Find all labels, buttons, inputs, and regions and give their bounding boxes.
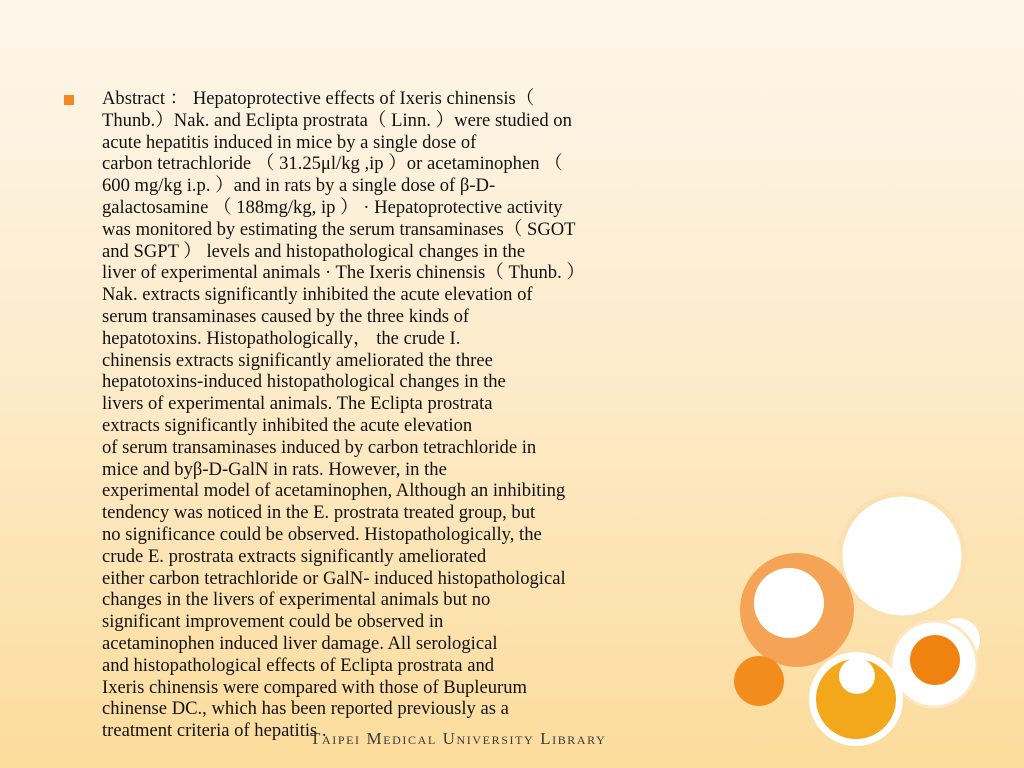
abstract-line: chinensis extracts significantly ameliorated the three bbox=[102, 349, 493, 371]
deep-orange-dot bbox=[910, 635, 960, 685]
abstract-line: no significance could be observed. Histopathologically, the bbox=[102, 523, 542, 545]
small-orange-dot bbox=[734, 656, 784, 706]
abstract-line: Ixeris chinensis were compared with those of Bupleurum bbox=[102, 676, 527, 698]
abstract-line: and histopathological effects of Eclipta prostrata and bbox=[102, 654, 495, 676]
abstract-line: 600 mg/kg i.p. ）and in rats by a single dose of β-D- bbox=[102, 175, 496, 197]
abstract-line: and SGPT ） levels and histopathological changes in the bbox=[102, 240, 526, 262]
footer-library-label: Taipei Medical University Library bbox=[310, 729, 607, 748]
abstract-line: was monitored by estimating the serum transaminases（ SGOT bbox=[102, 218, 576, 240]
abstract-line: acute hepatitis induced in mice by a single dose of bbox=[102, 131, 477, 153]
abstract-line: Thunb.）Nak. and Eclipta prostrata（ Linn. ）were studied on bbox=[102, 109, 572, 131]
abstract-line: treatment criteria of hepatitis . bbox=[102, 720, 327, 742]
bullet-marker bbox=[64, 95, 74, 105]
abstract-line: carbon tetrachloride （ 31.25μl/kg ,ip ）or acetaminophen （ bbox=[102, 153, 563, 175]
abstract-line: changes in the livers of experimental animals but no bbox=[102, 589, 491, 611]
abstract-line: Nak. extracts significantly inhibited the acute elevation of bbox=[102, 284, 533, 306]
large-orange-ring-center bbox=[754, 568, 824, 638]
abstract-line: experimental model of acetaminophen, Although an inhibiting bbox=[102, 480, 566, 502]
abstract-line: hepatotoxins-induced histopathological changes in the bbox=[102, 371, 506, 393]
abstract-line: acetaminophen induced liver damage. All serological bbox=[102, 632, 498, 654]
abstract-line: mice and byβ-D-GalN in rats. However, in the bbox=[102, 458, 447, 480]
abstract-line: chinense DC., which has been reported previously as a bbox=[102, 698, 509, 720]
abstract-line: either carbon tetrachloride or GalN- induced histopathological bbox=[102, 567, 566, 589]
abstract-line: galactosamine （ 188mg/kg, ip ） · Hepatoprotective activity bbox=[102, 196, 563, 218]
abstract-line: crude E. prostrata extracts significantly ameliorated bbox=[102, 545, 487, 567]
abstract-text bbox=[102, 88, 702, 742]
abstract-line: significant improvement could be observed in bbox=[102, 611, 444, 633]
large-white-ring bbox=[840, 494, 964, 618]
abstract-line: hepatotoxins. Histopathologically， the crude I. bbox=[102, 327, 461, 349]
abstract-line: extracts significantly inhibited the acute elevation bbox=[102, 414, 473, 436]
abstract-line: serum transaminases caused by the three kinds of bbox=[102, 305, 470, 327]
abstract-line: Abstract ： Hepatoprotective effects of Ixeris chinensis（ bbox=[102, 88, 535, 109]
gold-ring-center bbox=[839, 658, 875, 694]
abstract-line: liver of experimental animals · The Ixeris chinensis（ Thunb. ） bbox=[102, 262, 585, 284]
abstract-line: livers of experimental animals. The Eclipta prostrata bbox=[102, 393, 493, 415]
abstract-line: tendency was noticed in the E. prostrata treated group, but bbox=[102, 502, 536, 524]
abstract-line: of serum transaminases induced by carbon tetrachloride in bbox=[102, 436, 537, 458]
